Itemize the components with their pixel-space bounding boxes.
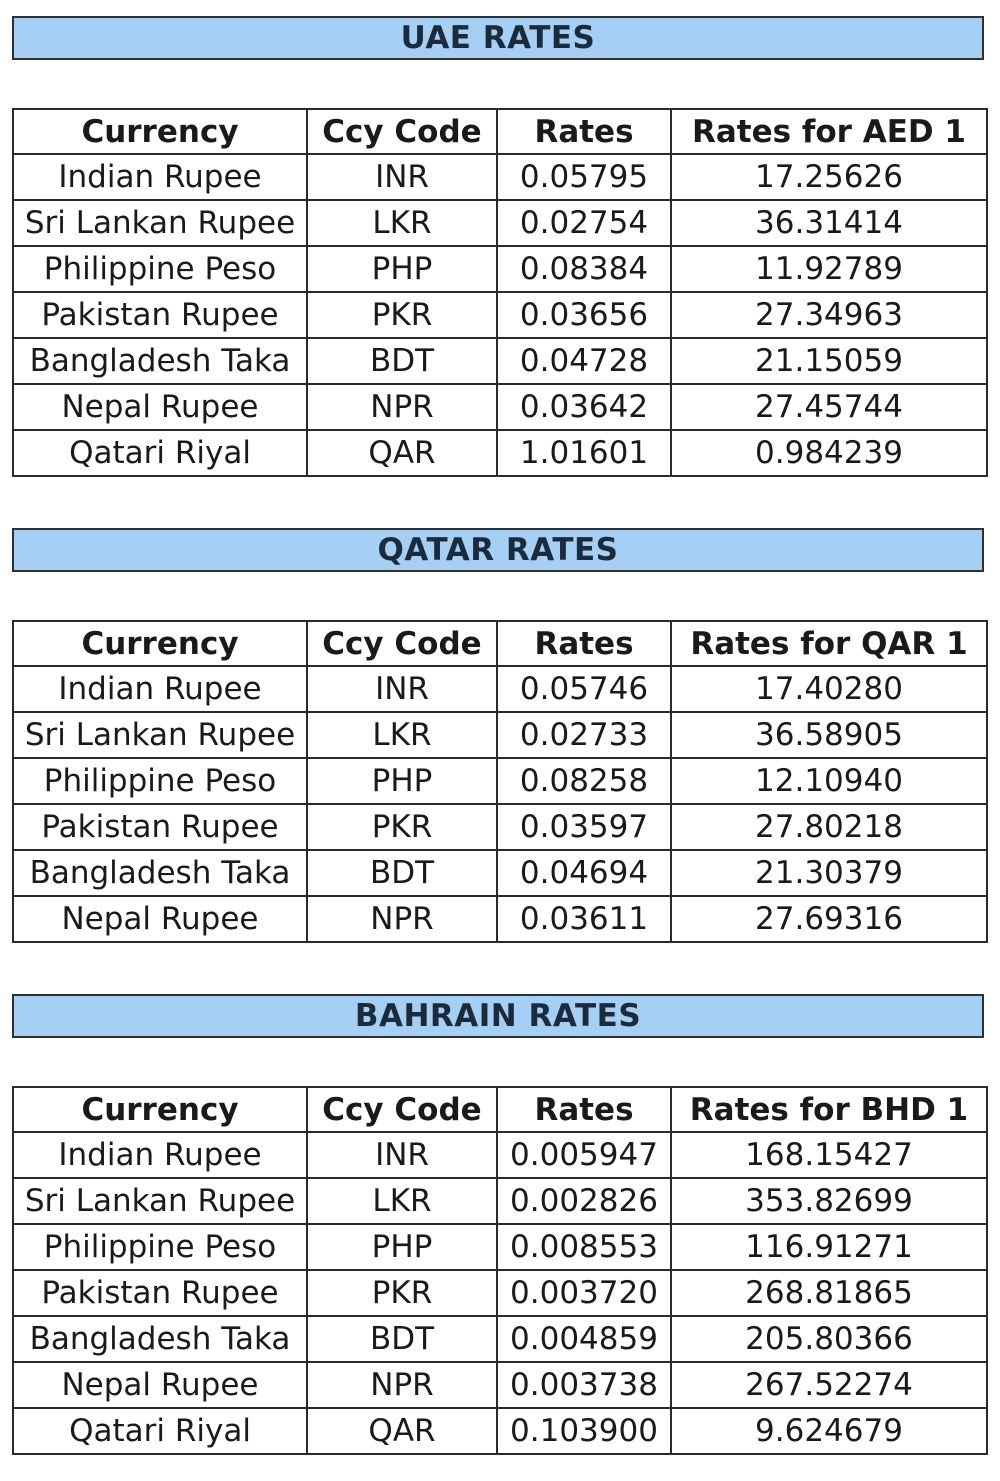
rate-cell: 0.003738 [497,1362,671,1408]
currency-cell: Qatari Riyal [13,1408,307,1454]
table-row [13,1132,987,1178]
table-row [13,1178,987,1224]
table-row [13,1408,987,1454]
currency-cell: Pakistan Rupee [13,1270,307,1316]
ccy-code-cell: PKR [307,804,497,850]
rate-cell: 0.03642 [497,384,671,430]
table-row [13,292,987,338]
rate-cell: 0.08258 [497,758,671,804]
ccy-code-cell: INR [307,1132,497,1178]
rate-cell: 0.103900 [497,1408,671,1454]
rate-cell: 0.004859 [497,1316,671,1362]
rates-for-column-header: Rates for AED 1 [671,109,987,154]
currency-cell: Nepal Rupee [13,1362,307,1408]
currency-cell: Sri Lankan Rupee [13,1178,307,1224]
currency-cell: Nepal Rupee [13,384,307,430]
table-row [13,850,987,896]
ccy-code-column-header: Ccy Code [307,1087,497,1132]
ccy-code-cell: QAR [307,430,497,476]
ccy-code-cell: INR [307,154,497,200]
table-row [13,154,987,200]
rate-cell: 0.003720 [497,1270,671,1316]
rate-cell: 0.002826 [497,1178,671,1224]
ccy-code-cell: NPR [307,1362,497,1408]
inverse-rate-cell: 12.10940 [671,758,987,804]
inverse-rate-cell: 267.52274 [671,1362,987,1408]
rate-cell: 0.03656 [497,292,671,338]
rate-cell: 0.03597 [497,804,671,850]
currency-cell: Sri Lankan Rupee [13,712,307,758]
currency-cell: Bangladesh Taka [13,338,307,384]
inverse-rate-cell: 17.40280 [671,666,987,712]
rates-column-header: Rates [497,1087,671,1132]
ccy-code-cell: LKR [307,712,497,758]
ccy-code-cell: PHP [307,1224,497,1270]
inverse-rate-cell: 21.15059 [671,338,987,384]
bahrain-rates-table [12,1086,988,1455]
ccy-code-cell: BDT [307,850,497,896]
currency-column-header: Currency [13,621,307,666]
inverse-rate-cell: 205.80366 [671,1316,987,1362]
table-header-row [13,109,987,154]
currency-cell: Qatari Riyal [13,430,307,476]
ccy-code-cell: BDT [307,1316,497,1362]
inverse-rate-cell: 9.624679 [671,1408,987,1454]
inverse-rate-cell: 116.91271 [671,1224,987,1270]
inverse-rate-cell: 0.984239 [671,430,987,476]
inverse-rate-cell: 268.81865 [671,1270,987,1316]
ccy-code-cell: QAR [307,1408,497,1454]
ccy-code-cell: PHP [307,246,497,292]
ccy-code-cell: LKR [307,1178,497,1224]
qatar-rates-table [12,620,988,943]
rate-cell: 0.05746 [497,666,671,712]
rates-column-header: Rates [497,621,671,666]
table-row [13,384,987,430]
currency-cell: Indian Rupee [13,1132,307,1178]
uae-rates-table [12,108,988,477]
inverse-rate-cell: 27.69316 [671,896,987,942]
ccy-code-cell: NPR [307,384,497,430]
currency-column-header: Currency [13,1087,307,1132]
rates-for-column-header: Rates for QAR 1 [671,621,987,666]
qatar-rates-header: QATAR RATES [12,528,984,572]
rate-cell: 0.04728 [497,338,671,384]
inverse-rate-cell: 27.34963 [671,292,987,338]
ccy-code-cell: PKR [307,292,497,338]
table-row [13,1362,987,1408]
currency-cell: Indian Rupee [13,666,307,712]
ccy-code-cell: LKR [307,200,497,246]
table-row [13,896,987,942]
inverse-rate-cell: 168.15427 [671,1132,987,1178]
currency-cell: Nepal Rupee [13,896,307,942]
currency-cell: Bangladesh Taka [13,850,307,896]
currency-cell: Pakistan Rupee [13,292,307,338]
currency-cell: Bangladesh Taka [13,1316,307,1362]
rate-cell: 0.08384 [497,246,671,292]
table-row [13,666,987,712]
table-row [13,246,987,292]
ccy-code-cell: INR [307,666,497,712]
currency-cell: Sri Lankan Rupee [13,200,307,246]
table-row [13,200,987,246]
inverse-rate-cell: 11.92789 [671,246,987,292]
table-row [13,1270,987,1316]
currency-cell: Philippine Peso [13,758,307,804]
bahrain-rates-header: BAHRAIN RATES [12,994,984,1038]
rate-cell: 1.01601 [497,430,671,476]
table-row [13,1316,987,1362]
ccy-code-cell: BDT [307,338,497,384]
uae-rates-header: UAE RATES [12,16,984,60]
currency-cell: Philippine Peso [13,1224,307,1270]
table-header-row [13,621,987,666]
table-row [13,338,987,384]
inverse-rate-cell: 21.30379 [671,850,987,896]
currency-cell: Indian Rupee [13,154,307,200]
ccy-code-column-header: Ccy Code [307,621,497,666]
currency-cell: Philippine Peso [13,246,307,292]
inverse-rate-cell: 353.82699 [671,1178,987,1224]
table-row [13,1224,987,1270]
ccy-code-column-header: Ccy Code [307,109,497,154]
table-row [13,712,987,758]
rates-column-header: Rates [497,109,671,154]
ccy-code-cell: PKR [307,1270,497,1316]
table-row [13,758,987,804]
currency-cell: Pakistan Rupee [13,804,307,850]
ccy-code-cell: NPR [307,896,497,942]
table-row [13,430,987,476]
inverse-rate-cell: 36.31414 [671,200,987,246]
currency-column-header: Currency [13,109,307,154]
table-row [13,804,987,850]
inverse-rate-cell: 36.58905 [671,712,987,758]
ccy-code-cell: PHP [307,758,497,804]
rate-cell: 0.04694 [497,850,671,896]
inverse-rate-cell: 27.45744 [671,384,987,430]
rate-cell: 0.008553 [497,1224,671,1270]
rate-cell: 0.005947 [497,1132,671,1178]
rate-cell: 0.02754 [497,200,671,246]
rate-cell: 0.05795 [497,154,671,200]
inverse-rate-cell: 17.25626 [671,154,987,200]
rate-cell: 0.02733 [497,712,671,758]
inverse-rate-cell: 27.80218 [671,804,987,850]
table-header-row [13,1087,987,1132]
rate-cell: 0.03611 [497,896,671,942]
rates-for-column-header: Rates for BHD 1 [671,1087,987,1132]
